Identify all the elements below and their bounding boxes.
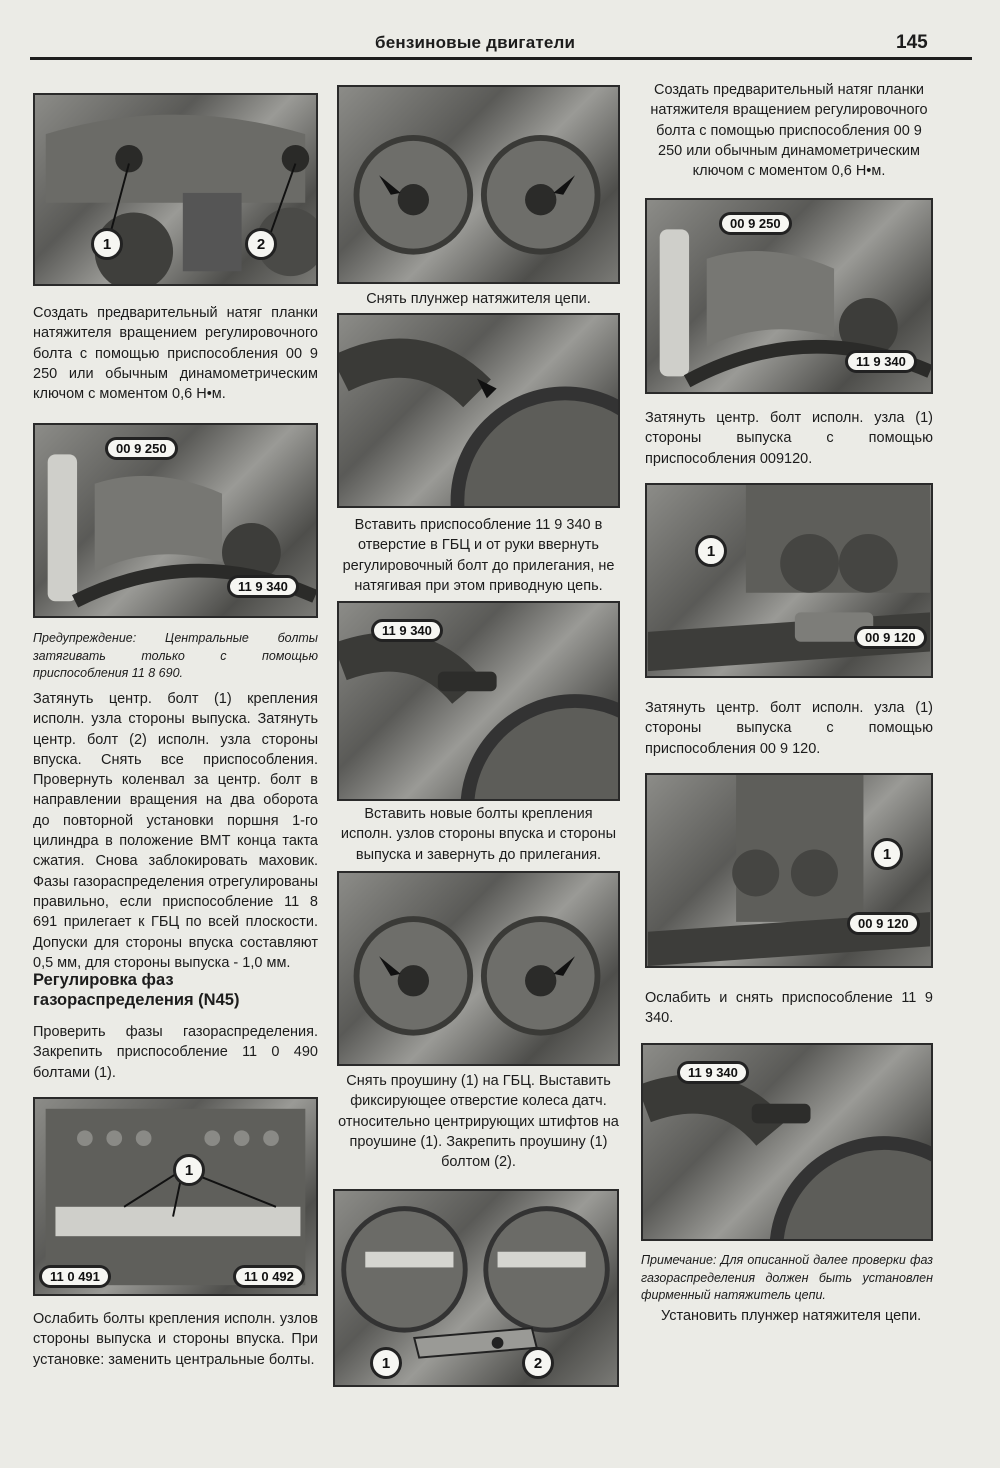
callout-1: 1: [370, 1347, 402, 1379]
right-caption-2: Затянуть центр. болт исполн. узла (1) стороны выпуска с помощью приспособления 00 9 120.: [645, 700, 933, 757]
middle-caption-2: Вставить приспособление 11 9 340 в отверстие в ГБЦ и от руки ввернуть регулировочный болт до прилегания, не натягивая при этом приводную цепь.: [342, 517, 615, 594]
right-final: Установить плунжер натяжителя цепи.: [661, 1308, 922, 1324]
photo-timing-tool: [33, 1097, 318, 1296]
tool-label-11-0-492: 11 0 492: [233, 1265, 305, 1288]
warning-note: Предупреждение: Центральные болты затягивать только с помощью приспособления 11 8 690.: [33, 631, 318, 680]
tool-label-11-9-340: 11 9 340: [227, 575, 299, 598]
right-caption-3: Ослабить и снять приспособление 11 9 340.: [645, 990, 933, 1027]
tool-label-00-9-120: 00 9 120: [854, 626, 927, 649]
middle-caption-3: Вставить новые болты крепления исполн. узлов стороны впуска и стороны выпуска и завернуть до прилегания.: [340, 806, 617, 863]
section-heading-n45: Регулировка фаз газораспределения (N45): [33, 971, 240, 1009]
engine-photo-illustration: [339, 873, 618, 1064]
photo-tensioner-hole: [337, 313, 620, 508]
engine-photo-illustration: [339, 315, 618, 506]
tool-label-11-9-340: 11 9 340: [371, 619, 443, 642]
callout-1: 1: [871, 838, 903, 870]
photo-torque-tool-2: [645, 773, 933, 968]
tool-label-11-9-340: 11 9 340: [845, 350, 917, 373]
engine-photo-illustration: [339, 87, 618, 282]
left-caption-1: Создать предварительный натяг планки натяжителя вращением регулировочного болта с помощью приспособления 00 9 250 или обычным динамометрическим ключом с моментом 0,6 Н•м.: [33, 305, 318, 403]
page-number: 145: [896, 32, 928, 53]
engine-photo-illustration: [35, 95, 316, 284]
photo-camshaft-sprockets-arrows: [337, 85, 620, 284]
tool-label-00-9-250: 00 9 250: [719, 212, 792, 235]
photo-camshaft-sprockets-arrows-2: [337, 871, 620, 1066]
callout-1: 1: [695, 535, 727, 567]
right-intro: Создать предварительный натяг планки натяжителя вращением регулировочного болта с помощью приспособления 00 9 250 или обычным динамометрическим ключом с моментом 0,6 Н•м.: [650, 82, 928, 180]
photo-tool-installed: [337, 601, 620, 801]
middle-caption-4: Снять проушину (1) на ГБЦ. Выставить фиксирующее отверстие колеса датч. относительно центрирующих штифтов на проушине (1). Закрепить проушину (1) болтом (2).: [338, 1073, 619, 1171]
callout-1: 1: [91, 228, 123, 260]
tool-label-00-9-250: 00 9 250: [105, 437, 178, 460]
photo-tool-removal: [641, 1043, 933, 1241]
section-title: бензиновые двигатели: [375, 33, 576, 52]
callout-2: 2: [245, 228, 277, 260]
middle-caption-1: Снять плунжер натяжителя цепи.: [366, 291, 591, 307]
tool-label-11-9-340: 11 9 340: [677, 1061, 749, 1084]
left-paragraph-2: Проверить фазы газораспределения. Закрепить приспособление 11 0 490 болтами (1).: [33, 1024, 318, 1081]
left-caption-3: Ослабить болты крепления исполн. узлов стороны выпуска и стороны впуска. При установке: заменить центральные болты.: [33, 1311, 318, 1368]
right-note: Примечание: Для описанной далее проверки фаз газораспределения должен быть установлен фирменный натяжитель цепи.: [641, 1253, 933, 1302]
callout-1: 1: [173, 1154, 205, 1186]
header-rule: [30, 57, 972, 60]
tool-label-00-9-120: 00 9 120: [847, 912, 920, 935]
tool-label-11-0-491: 11 0 491: [39, 1265, 111, 1288]
engine-photo-illustration: [647, 775, 931, 966]
photo-tensioner-wrench: [33, 423, 318, 618]
callout-2: 2: [522, 1347, 554, 1379]
left-paragraph-1: Затянуть центр. болт (1) крепления исполн. узла стороны выпуска. Затянуть центр. болт (2) исполн. узла стороны впуска. Снять все приспособления. Провернуть коленвал за центр. болт в направлении вращения на два оборота до повторной установки поршня 1-го цилиндра в положение ВМТ конца такта сжатия. Снова заблокировать маховик. Фазы газораспределения отрегулированы правильно, если приспособление 11 8 691 прилегает к ГБЦ по всей плоскости. Допуски для стороны впуска составляют 0,5 мм, для стороны выпуска - 1,0 мм.: [33, 691, 318, 971]
right-caption-1: Затянуть центр. болт исполн. узла (1) стороны выпуска с помощью приспособления 009120.: [645, 410, 933, 467]
photo-tensioner-wrench-2: [645, 198, 933, 394]
photo-bracket-bolt: [333, 1189, 619, 1387]
photo-camshaft-bolts: [33, 93, 318, 286]
photo-torque-tool-1: [645, 483, 933, 678]
